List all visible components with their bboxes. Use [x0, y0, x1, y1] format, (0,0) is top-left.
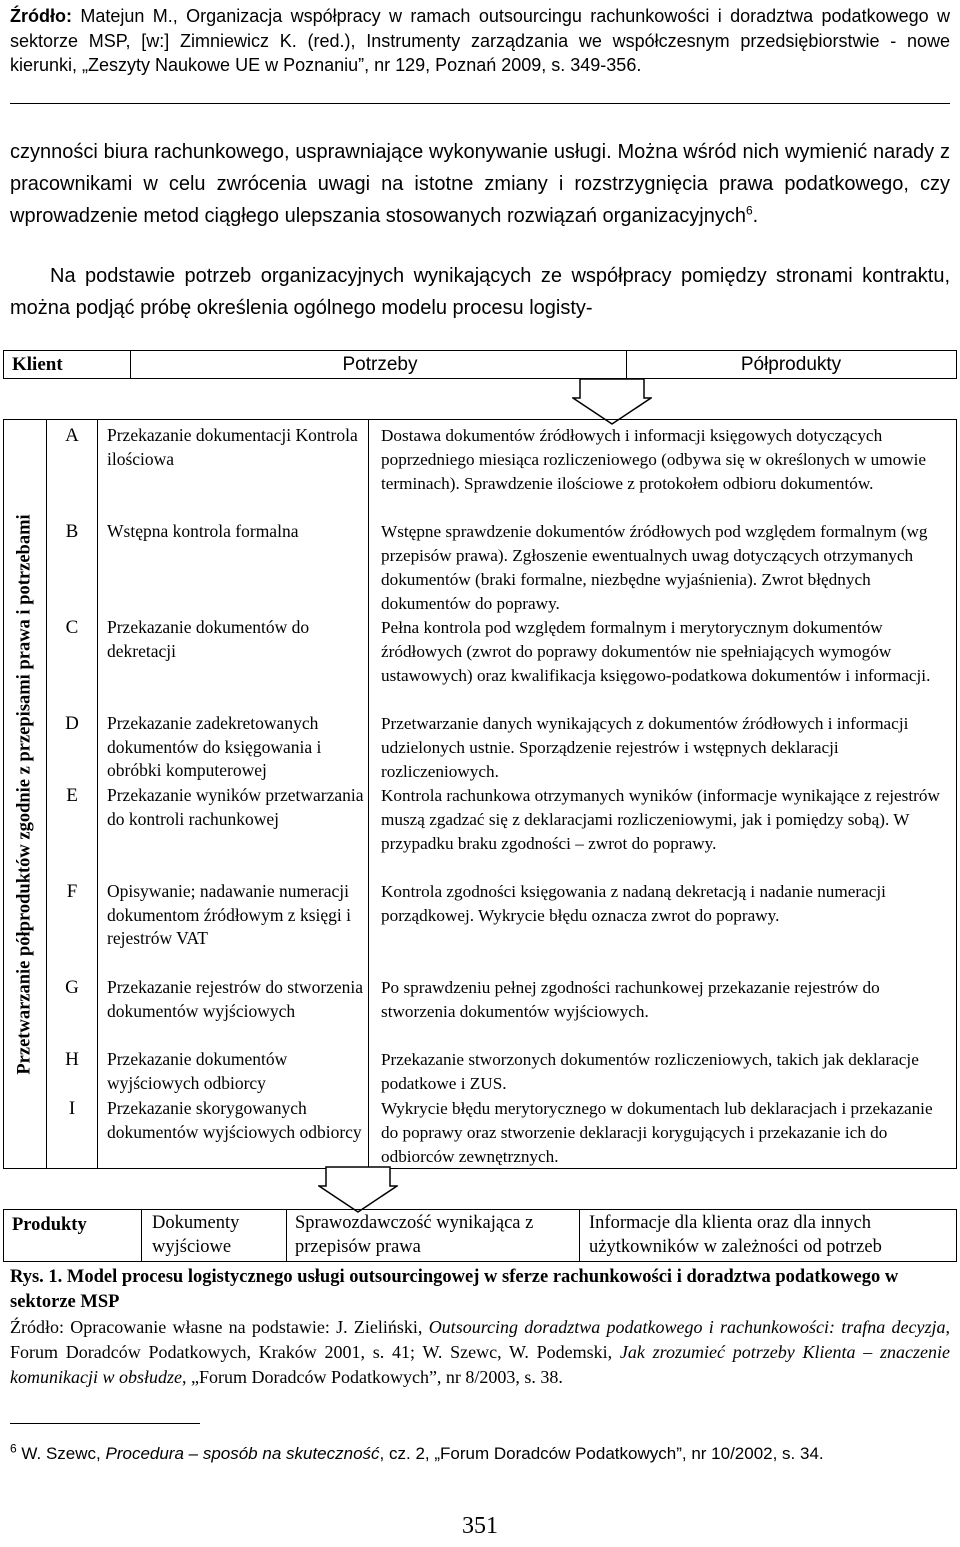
footnote-title: Procedura – sposób na skuteczność [105, 1444, 380, 1463]
source-mid: , Forum Doradców Podatkowych, Kraków 2001, s. 41; W. Szewc, W. Podemski, [10, 1317, 951, 1362]
row-letter: G [65, 977, 79, 998]
row-desc: Przetwarzanie danych wynikających z dokumentów źródłowych i informacji udzielonych ustnie. Sporządzenie rejestrów i wstępnych deklaracji rozliczeniowych. [381, 714, 909, 781]
row-desc: Po sprawdzeniu pełnej zgodności rachunkowej przekazanie rejestrów do stworzenia dokumentów wyjściowych. [381, 978, 880, 1021]
product-output-docs: Dokumenty wyjściowe [152, 1213, 240, 1257]
row-letter: E [66, 785, 78, 806]
products-separator [141, 1209, 142, 1262]
row-step: Przekazanie skorygowanych dokumentów wyjściowych odbiorcy [107, 1098, 362, 1142]
row-letter: F [66, 881, 78, 902]
row-desc: Kontrola zgodności księgowania z nadaną dekretacją i nadanie numeracji porządkowej. Wykrycie błędu oznacza zwrot do poprawy. [381, 882, 886, 925]
row-letter: I [68, 1098, 76, 1119]
source-header-text: Matejun M., Organizacja współpracy w ramach outsourcingu rachunkowości i doradztwa podatkowego w sektorze MSP, [w:] Zimniewicz K. (red.), Instrumenty zarządzania we współczesnym przedsiębiorstwie - nowe kierunki, „Zeszyty Naukowe UE w Poznaniu”, nr 129, Poznań 2009, s. 349-356. [10, 6, 950, 75]
paragraph-2-text: Na podstawie potrzeb organizacyjnych wynikających ze współpracy pomiędzy stronami kontraktu, można podjąć próbę określenia ogólnego modelu procesu logisty- [10, 265, 950, 319]
side-label [3, 419, 47, 1169]
source-tail: , „Forum Doradców Podatkowych”, nr 8/2003, s. 38. [181, 1367, 563, 1387]
row-letter: C [65, 617, 79, 638]
figure-source [10, 1315, 950, 1390]
row-desc: Wstępne sprawdzenie dokumentów źródłowych pod względem formalnym (wg przepisów prawa). Zgłoszenie ewentualnych uwag dotyczących otrzymanych dokumentów (braki formalne, niezbędne wyjaśnienia). Zwrot błędnych dokumentów do poprawy. [381, 522, 928, 613]
row-letter: A [65, 425, 79, 446]
row-desc: Dostawa dokumentów źródłowych i informacji księgowych dotyczących poprzedniego miesiąca rozliczeniowego (odbywa się w określonych w umowie terminach). Sprawdzenie ilościowe z protokołem odbioru dokumentów. [381, 426, 927, 493]
row-desc: Wykrycie błędu merytorycznego w dokumentach lub deklaracjach i przekazanie do poprawy oraz stworzenie deklaracji korygujących i przekazanie ich do odbiorców zewnętrznych. [381, 1099, 933, 1166]
row-step: Przekazanie dokumentacji Kontrola ilościowa [107, 425, 358, 469]
footnote-rule [10, 1423, 200, 1424]
products-label: Produkty [12, 1215, 87, 1235]
row-desc: Przekazanie stworzonych dokumentów rozliczeniowych, takich jak deklaracje podatkowe i ZUS. [381, 1050, 919, 1093]
footnote-number: 6 [10, 1441, 17, 1456]
source-title-1: Outsourcing doradztwa podatkowego i rachunkowości: trafna decyzja [428, 1317, 946, 1337]
down-arrow-icon [318, 1166, 398, 1214]
row-letter: H [65, 1049, 79, 1070]
paragraph-1-end: . [752, 205, 759, 227]
row-desc: Kontrola rachunkowa otrzymanych wyników (informacje wynikające z rejestrów muszą zgadzać się z deklaracjami rozliczeniowymi, jak i pomiędzy sobą). W przypadku braku zgodności – zwrot do poprawy. [381, 786, 940, 853]
row-step: Przekazanie dokumentów do dekretacji [107, 617, 310, 661]
figure-caption: Rys. 1. Model procesu logistycznego usługi outsourcingowej w sferze rachunkowości i doradztwa podatkowego w sektorze MSP [10, 1267, 899, 1312]
page-number: 351 [462, 1513, 498, 1539]
product-reporting: Sprawozdawczość wynikająca z przepisów prawa [295, 1213, 534, 1257]
needs-label: Potrzeby [342, 353, 418, 375]
row-step: Opisywanie; nadawanie numeracji dokumentom źródłowym z księgi i rejestrów VAT [107, 881, 351, 948]
row-letter: B [65, 521, 79, 542]
source-header-label: Źródło: [10, 6, 72, 26]
paragraph-2 [10, 260, 950, 324]
row-letter: D [65, 713, 79, 734]
footnote-tail: , cz. 2, „Forum Doradców Podatkowych”, nr 10/2002, s. 34. [379, 1444, 824, 1463]
products-separator [579, 1209, 580, 1262]
row-desc: Pełna kontrola pod względem formalnym i merytorycznym dokumentów źródłowych (zwrot do poprawy dokumentów nie spełniających wymogów ustawowych) oraz kwalifikacja księgowo-podatkowa dokumentów i informacji. [381, 618, 931, 685]
paragraph-1 [10, 136, 950, 232]
source-title-2: Jak zrozumieć potrzeby Klienta – znaczenie komunikacji w obsłudze [10, 1342, 950, 1387]
header-rule [10, 103, 950, 104]
semi-products-label: Półprodukty [740, 353, 842, 375]
footnote [10, 1440, 950, 1468]
row-step: Przekazanie zadekretowanych dokumentów do księgowania i obróbki komputerowej [107, 713, 322, 780]
client-label: Klient [12, 353, 63, 375]
footnote-lead: W. Szewc, [16, 1444, 106, 1463]
product-information: Informacje dla klienta oraz dla innych użytkowników w zależności od potrzeb [589, 1213, 882, 1257]
row-step: Przekazanie dokumentów wyjściowych odbiorcy [107, 1049, 288, 1093]
side-label-text: Przetwarzanie półproduktów zgodnie z przepisami prawa i potrzebami [14, 513, 35, 1075]
source-header [10, 4, 950, 78]
client-bar [3, 350, 957, 379]
row-step: Przekazanie rejestrów do stworzenia dokumentów wyjściowych [107, 977, 364, 1021]
paragraph-1-text: czynności biura rachunkowego, usprawniające wykonywanie usługi. Można wśród nich wymienić narady z pracownikami w celu zwrócenia uwagi na istotne zmiany i rozstrzygnięcia prawa podatkowego, czy wprowadzenie metod ciągłego ulepszania stosowanych rozwiązań organizacyjnych [10, 141, 950, 227]
products-separator [286, 1209, 287, 1262]
row-step: Wstępna kontrola formalna [107, 521, 299, 541]
footnote-ref: 6 [745, 203, 753, 218]
source-lead: Źródło: Opracowanie własne na podstawie: J. Zieliński, [10, 1317, 429, 1337]
row-step: Przekazanie wyników przetwarzania do kontroli rachunkowej [107, 785, 364, 829]
